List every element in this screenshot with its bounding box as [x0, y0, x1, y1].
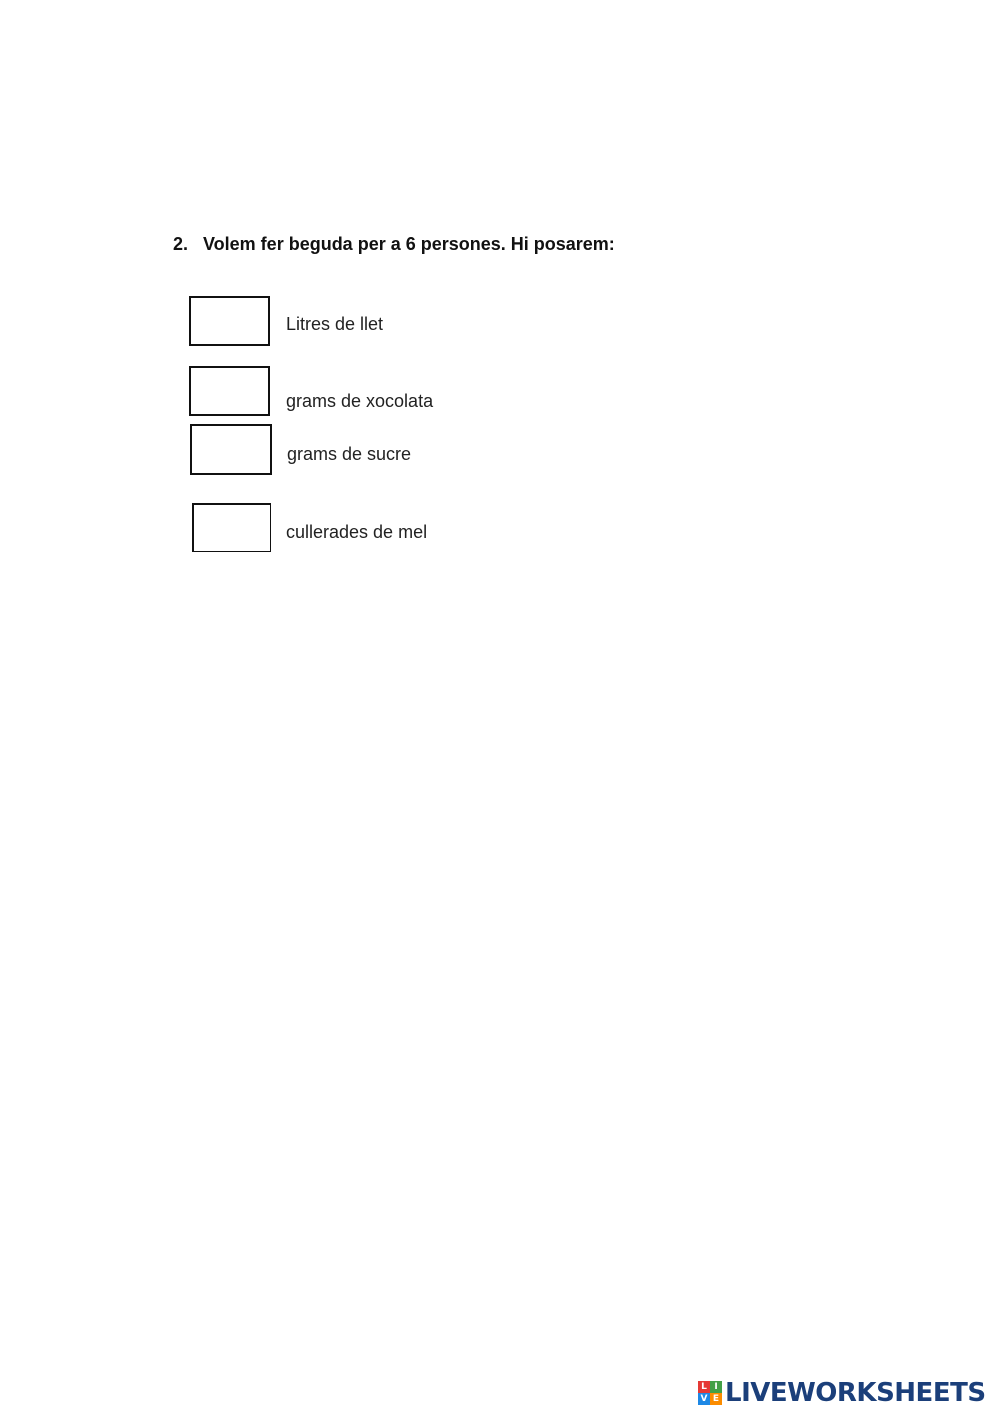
question-text: Volem fer beguda per a 6 persones. Hi posarem: — [203, 234, 615, 254]
answer-box-milk-liters[interactable] — [189, 296, 270, 346]
item-label-sugar: grams de sucre — [287, 444, 412, 464]
question-number: 2. — [173, 234, 189, 254]
item-label-honey: cullerades de mel — [286, 522, 428, 542]
logo-letter-v: V — [698, 1393, 710, 1405]
item-label-milk: Litres de llet — [286, 314, 384, 334]
logo-letter-e: E — [710, 1393, 722, 1405]
logo-letter-i: I — [710, 1381, 722, 1393]
logo-letter-l: L — [698, 1381, 710, 1393]
answer-box-chocolate-grams[interactable] — [189, 366, 270, 416]
answer-box-sugar-grams[interactable] — [190, 424, 272, 475]
liveworksheets-brand — [698, 1378, 986, 1408]
brand-text: LIVEWORKSHEETS — [725, 1378, 986, 1408]
answer-box-honey-spoons[interactable] — [192, 503, 271, 552]
item-label-chocolate: grams de xocolata — [286, 391, 434, 411]
liveworksheets-logo-icon — [698, 1381, 722, 1405]
question-heading — [173, 234, 615, 255]
